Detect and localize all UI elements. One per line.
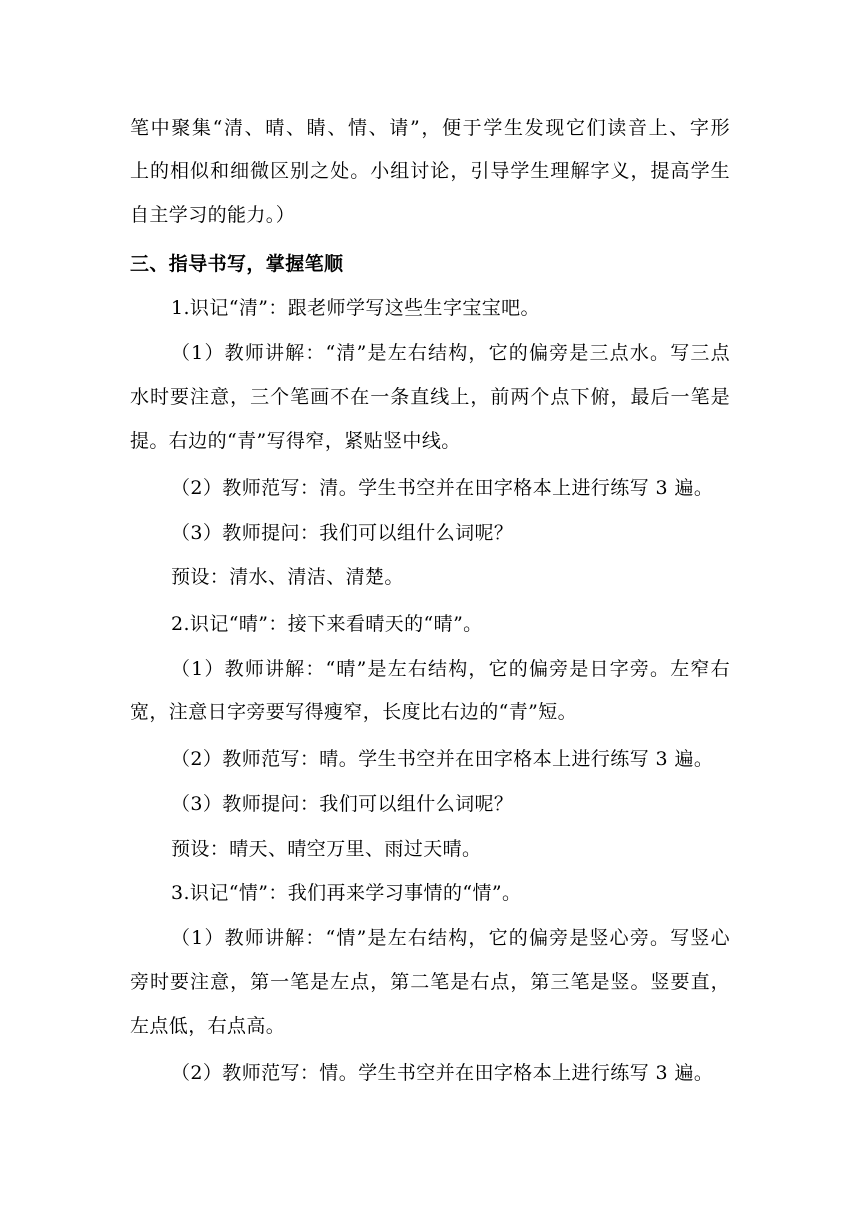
paragraph-line: 左点低，右点高。 bbox=[130, 1015, 286, 1037]
section-heading: 三、指导书写，掌握笔顺 bbox=[130, 253, 344, 275]
paragraph-line: 提。右边的“青”写得窄，紧贴竖中线。 bbox=[130, 430, 461, 452]
paragraph-line: 预设：清水、清洁、清楚。 bbox=[171, 566, 404, 588]
paragraph-line: （2）教师范写：晴。学生书空并在田字格本上进行练写 3 遍。 bbox=[171, 748, 714, 770]
subsection-title: 3.识记“情”：我们再来学习事情的“情”。 bbox=[171, 882, 522, 904]
paragraph-line: 预设：晴天、晴空万里、雨过天晴。 bbox=[171, 838, 482, 860]
paragraph-line: （3）教师提问：我们可以组什么词呢？ bbox=[171, 522, 514, 544]
paragraph-line: 上的相似和细微区别之处。小组讨论，引导学生理解字义，提高学生 bbox=[130, 160, 730, 182]
paragraph-line: 宽，注意日字旁要写得瘦窄，长度比右边的“青”短。 bbox=[130, 701, 578, 723]
paragraph-line: 水时要注意，三个笔画不在一条直线上，前两个点下俯，最后一笔是 bbox=[130, 386, 730, 408]
paragraph-line: （1）教师讲解：“清”是左右结构，它的偏旁是三点水。写三点 bbox=[171, 342, 730, 364]
paragraph-line: 笔中聚集“清、晴、睛、情、请”，便于学生发现它们读音上、字形 bbox=[130, 117, 730, 139]
paragraph-line: （2）教师范写：清。学生书空并在田字格本上进行练写 3 遍。 bbox=[171, 477, 714, 499]
subsection-title: 1.识记“清”：跟老师学写这些生字宝宝吧。 bbox=[171, 297, 540, 319]
subsection-title: 2.识记“晴”：接下来看晴天的“晴”。 bbox=[171, 613, 483, 635]
paragraph-line: （2）教师范写：情。学生书空并在田字格本上进行练写 3 遍。 bbox=[171, 1062, 714, 1084]
paragraph-line: （3）教师提问：我们可以组什么词呢？ bbox=[171, 793, 514, 815]
paragraph-line: （1）教师讲解：“情”是左右结构，它的偏旁是竖心旁。写竖心 bbox=[171, 927, 730, 949]
paragraph-line: 旁时要注意，第一笔是左点，第二笔是右点，第三笔是竖。竖要直， bbox=[130, 971, 730, 993]
paragraph-line: （1）教师讲解：“晴”是左右结构，它的偏旁是日字旁。左窄右 bbox=[171, 658, 730, 680]
paragraph-line: 自主学习的能力。） bbox=[130, 204, 296, 226]
